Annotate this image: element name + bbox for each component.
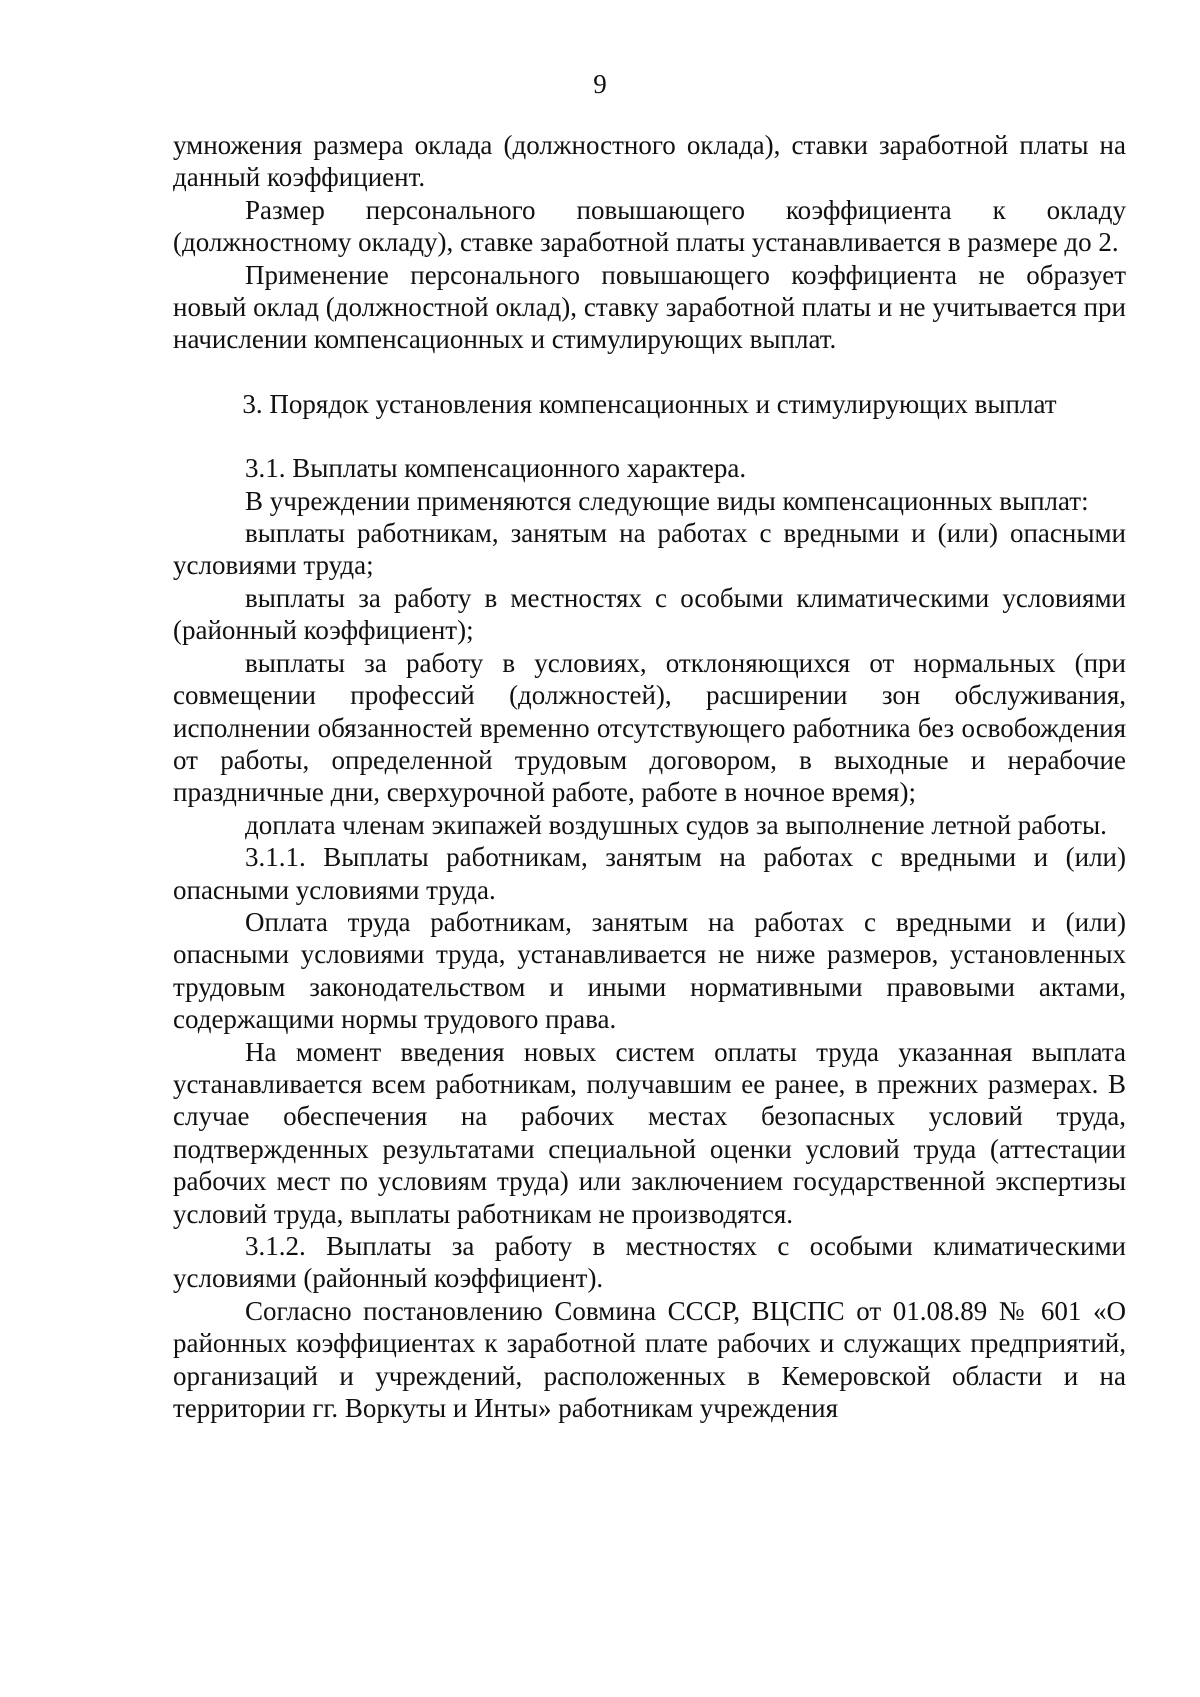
page-number: 9 xyxy=(593,69,607,99)
paragraph-coefficient-application: Применение персонального повышающего коэффициента не образует новый оклад (должностной оклад), ставку заработной платы и не учитывается при начислении компенсационных и стимулирующих выплат. xyxy=(173,259,1126,355)
subsection-heading-3-1-1: 3.1.1. Выплаты работникам, занятым на работах с вредными и (или) опасными условиями труда. xyxy=(173,842,1126,905)
paragraph-payment-types: В учреждении применяются следующие виды компенсационных выплат: xyxy=(245,485,1089,516)
paragraph-continuation: умножения размера оклада (должностного оклада), ставки заработной платы на данный коэффициент. xyxy=(173,130,1126,193)
list-item-aircrew-payment: доплата членам экипажей воздушных судов за выполнение летной работы. xyxy=(245,809,1107,840)
list-item-abnormal-conditions: выплаты за работу в условиях, отклоняющихся от нормальных (при совмещении профессий (должностей), расширении зон обслуживания, исполнении обязанностей временно отсутствующего работника без освобождения от работы, определенной трудовым договором, в выходные и нерабочие праздничные дни, сверхурочной работе, работе в ночное время); xyxy=(173,647,1126,808)
paragraph-harmful-pay: Оплата труда работникам, занятым на работах с вредными и (или) опасными условиями труда, устанавливается не ниже размеров, установленных трудовым законодательством и иными нормативными правовыми актами, содержащими нормы трудового права. xyxy=(173,906,1126,1035)
paragraph-coefficient-size: Размер персонального повышающего коэффициента к окладу (должностному окладу), ставке заработной платы устанавливается в размере до 2. xyxy=(173,194,1126,258)
subsection-heading-3-1: 3.1. Выплаты компенсационного характера. xyxy=(245,453,747,484)
section-heading: 3. Порядок установления компенсационных и стимулирующих выплат xyxy=(242,388,1057,419)
document-body xyxy=(173,129,1126,1424)
list-item-harmful-conditions: выплаты работникам, занятым на работах с вредными и (или) опасными условиями труда; xyxy=(173,518,1126,581)
list-item-climatic-conditions: выплаты за работу в местностях с особыми климатическими условиями (районный коэффициент); xyxy=(173,582,1126,646)
paragraph-regional-coefficient: Согласно постановлению Совмина СССР, ВЦСПС от 01.08.89 № 601 «О районных коэффициентах к заработной плате рабочих и служащих предприятий, организаций и учреждений, расположенных в Кемеровской области и на территории гг. Воркуты и Инты» работникам учреждения xyxy=(173,1295,1126,1424)
subsection-heading-3-1-2: 3.1.2. Выплаты за работу в местностях с особыми климатическими условиями (районный коэффициент). xyxy=(173,1231,1126,1294)
paragraph-new-systems: На момент введения новых систем оплаты труда указанная выплата устанавливается всем работникам, получавшим ее ранее, в прежних размерах. В случае обеспечения на рабочих местах безопасных условий труда, подтвержденных результатами специальной оценки условий труда (аттестации рабочих мест по условиям труда) или заключением государственной экспертизы условий труда, выплаты работникам не производятся. xyxy=(173,1036,1126,1229)
